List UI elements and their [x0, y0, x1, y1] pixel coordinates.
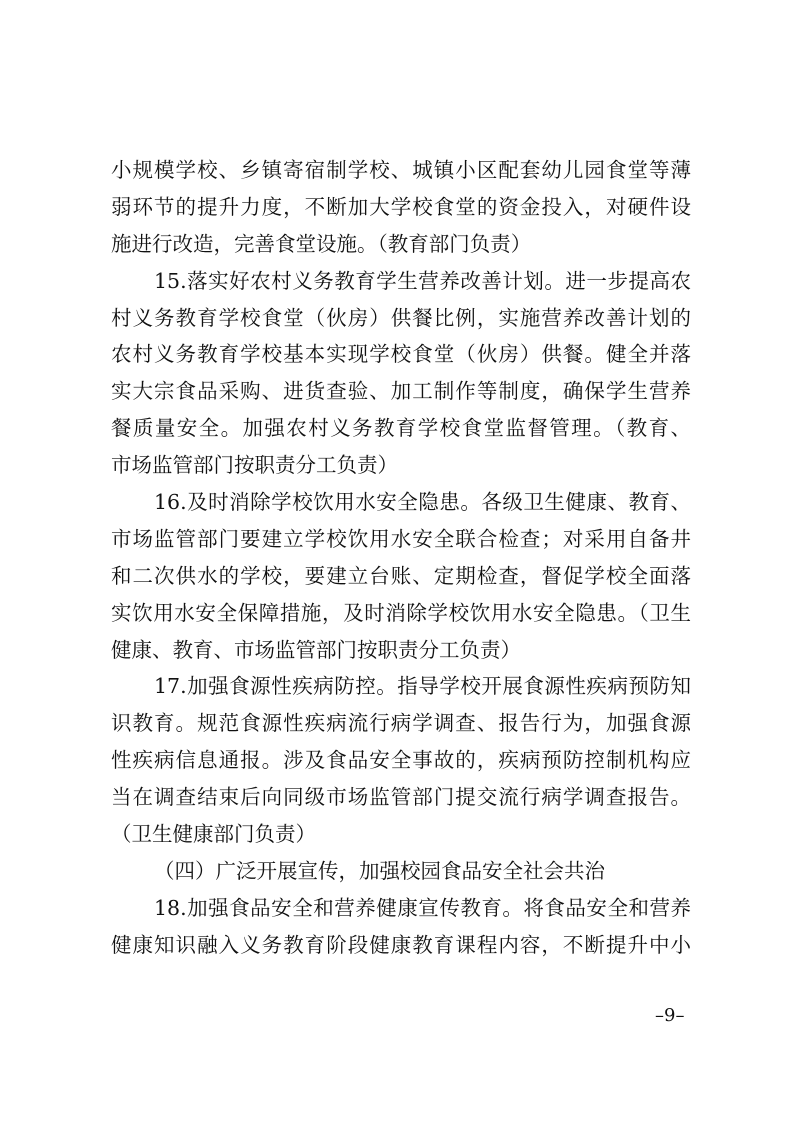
text-line: 16.及时消除学校饮用水安全隐患。各级卫生健康、教育、 [154, 490, 691, 515]
text-line: 当在调查结束后向同级市场监管部门提交流行病学调查报告。 [111, 785, 691, 810]
text-line: 性疾病信息通报。涉及食品安全事故的，疾病预防控制机构应 [111, 748, 691, 773]
text-line: 农村义务教育学校基本实现学校食堂（伙房）供餐。健全并落 [111, 342, 691, 367]
section-heading: （四）广泛开展宣传，加强校园食品安全社会共治 [154, 858, 605, 883]
text-line: 18.加强食品安全和营养健康宣传教育。将食品安全和营养 [154, 895, 691, 920]
text-line: 实饮用水安全保障措施，及时消除学校饮用水安全隐患。（卫生 [111, 600, 691, 625]
text-line: 17.加强食源性疾病防控。指导学校开展食源性疾病预防知 [154, 674, 691, 699]
body-text [111, 152, 691, 964]
text-line: 15.落实好农村义务教育学生营养改善计划。进一步提高农 [154, 268, 691, 293]
text-line: 识教育。规范食源性疾病流行病学调查、报告行为，加强食源 [111, 711, 691, 736]
text-line: 和二次供水的学校，要建立台账、定期检查，督促学校全面落 [111, 563, 691, 588]
page-number: –9– [655, 1005, 685, 1026]
text-line: 市场监管部门按职责分工负责） [111, 453, 398, 478]
text-line: （卫生健康部门负责） [111, 822, 316, 847]
text-line: 实大宗食品采购、进货查验、加工制作等制度，确保学生营养 [111, 379, 691, 404]
text-line: 健康知识融入义务教育阶段健康教育课程内容，不断提升中小 [111, 932, 691, 957]
text-line: 施进行改造，完善食堂设施。（教育部门负责） [111, 231, 532, 256]
text-line: 健康、教育、市场监管部门按职责分工负责） [111, 637, 521, 662]
text-line: 小规模学校、乡镇寄宿制学校、城镇小区配套幼儿园食堂等薄 [111, 158, 691, 182]
text-line: 餐质量安全。加强农村义务教育学校食堂监督管理。（教育、 [111, 416, 691, 441]
text-line: 村义务教育学校食堂（伙房）供餐比例，实施营养改善计划的 [111, 305, 691, 330]
text-line: 弱环节的提升力度，不断加大学校食堂的资金投入，对硬件设 [111, 194, 691, 219]
text-line: 市场监管部门要建立学校饮用水安全联合检查；对采用自备井 [111, 526, 691, 551]
